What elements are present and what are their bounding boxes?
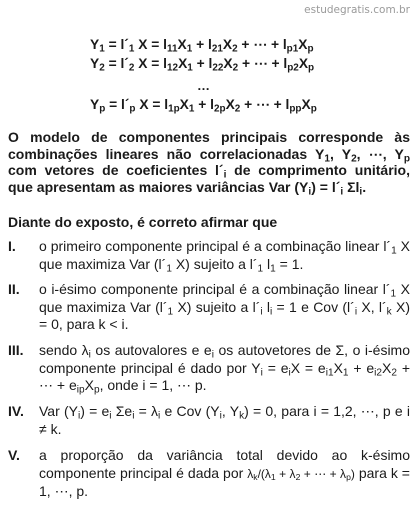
equation-ellipsis: …	[197, 78, 210, 93]
statement-text: o i-ésimo componente principal é a combinação linear $l´_1$ X que maximiza Var ($l´_1$ X) sujeito a $l´_i$ $l_i = 1$ e Cov ($l´_i$ X, $l´_k$ X) = 0, para k < i.	[39, 281, 411, 333]
statement-item	[8, 281, 410, 334]
statement-item	[8, 447, 410, 501]
statement-item	[8, 238, 410, 273]
statement-text: a proporção da variância total devido ao k-ésimo componente principal é dada por $\lambda_k/(\lambda_1 + \lambda_2$ + ⋯ + $\lambda_p$) para k = 1, ⋯, p.	[39, 447, 410, 500]
equation-1: $Y_1$ = $l´_1$ $X = l_{11}X_1 + l_{21}X_2$ + ⋯ + $l_{p1}X_p$	[90, 37, 314, 55]
statement-text: Var $(Y_i) = e_i$ $\Sigma e_i = \lambda_i$ e Cov ($Y_i$, $Y_k) = 0$, para i = 1,2, ⋯, p e i ≠ k.	[39, 403, 411, 437]
equation-p: $Y_p$ = $l´_p$ $X = l_{1p}X_1 + l_{2p}X_2$ + ⋯ + $l_{pp}X_p$	[90, 97, 317, 115]
question-text: Diante do exposto, é correto afirmar que	[8, 214, 278, 230]
statement-number: III.	[8, 342, 24, 358]
intro-paragraph: O modelo de componentes principais corresponde às combinações lineares não correlacionadas $Y_1$, $Y_2$, ⋯, $Y_p$ com vetores de coeficientes $l´_i$ de comprimento unitário, que apresentam as maiores variâncias Var $(Y_i)$ = $l´_i$ $\Sigma l_i$.	[8, 129, 410, 198]
statement-item	[8, 342, 410, 395]
statement-number: II.	[8, 281, 20, 297]
statement-number: V.	[8, 447, 20, 463]
statement-text: o primeiro componente principal é a combinação linear $l´_1$ X que maximiza Var ($l´_1$ X) sujeito a $l´_1$ $l_1 = 1$.	[39, 238, 410, 275]
statement-number: IV.	[8, 403, 24, 419]
equation-2: $Y_2$ = $l´_2$ $X = l_{12}X_1 + l_{22}X_2$ + ⋯ + $l_{p2}X_p$	[90, 56, 315, 74]
statement-number: I.	[8, 238, 16, 254]
statement-text: sendo $\lambda_i$ os autovalores e $e_i$ os autovetores de Σ, o i-ésimo componente principal é dado por $Y_i = e_iX = e_{i1}X_1 + e_{i2}X_2$ + ⋯ + $e_{ip}X_p$, onde i = 1, ⋯ p.	[39, 342, 411, 396]
watermark: estudegratis.com.br	[304, 4, 410, 16]
statement-item	[8, 403, 410, 438]
